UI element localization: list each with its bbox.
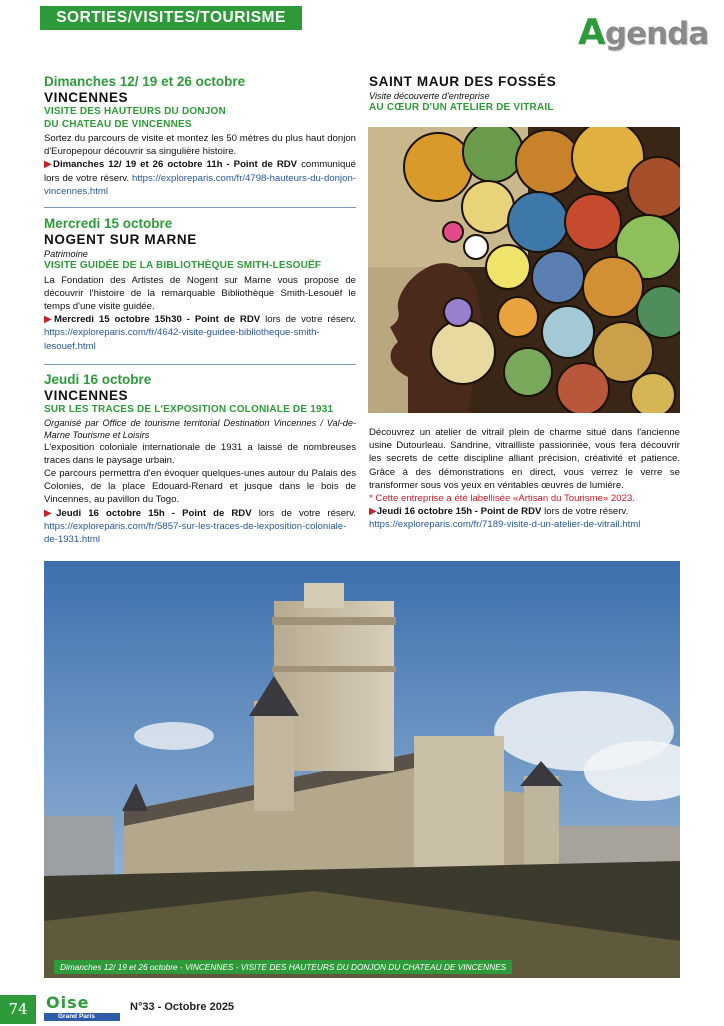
rdv-arrow-icon: ▶ xyxy=(44,159,54,171)
article-vitrail-header xyxy=(369,74,681,115)
magazine-subname: Grand Paris xyxy=(58,1013,95,1020)
article-date: Jeudi 16 octobre xyxy=(44,372,152,387)
article-tag: Patrimoine xyxy=(44,249,88,259)
article-subtitle-line-2: DU CHATEAU DE VINCENNES xyxy=(44,118,192,130)
article-tag: Visite découverte d'entreprise xyxy=(369,91,490,101)
magazine-name: Oise xyxy=(46,993,90,1012)
agenda-logo xyxy=(578,14,708,52)
article-bibliotheque xyxy=(44,216,356,353)
exploreparis-link[interactable]: https://exploreparis.com/fr/7189-visite-d-un-atelier-de-vitrail.html xyxy=(369,519,641,531)
article-subtitle: VISITE GUIDÉE DE LA BIBLIOTHÈQUE SMITH-LESOUËF xyxy=(44,260,322,271)
rdv-text: lors de votre réserv. xyxy=(260,314,356,326)
stained-glass-photo xyxy=(368,127,680,413)
article-body-1: L'exposition coloniale internationale de 1931 a laissé de nombreuses traces dans le paysage urbain. xyxy=(44,441,356,466)
article-body-2: Ce parcours permettra d'en évoquer quelques-unes autour du Palais des Colonies, de la place Edouard-Renard et jusque dans le bois de Vincennes, au pavillon du Togo. xyxy=(44,467,356,506)
rdv-text: lors de votre réserv. xyxy=(541,506,629,518)
exploreparis-link[interactable]: https://exploreparis.com/fr/4642-visite-guidee-bibliotheque-smith-lesouef.html xyxy=(44,327,320,352)
article-subtitle: SUR LES TRACES DE L'EXPOSITION COLONIALE DE 1931 xyxy=(44,404,334,415)
article-date: Mercredi 15 octobre xyxy=(44,216,173,231)
rdv-arrow-icon: ▶ xyxy=(369,506,377,518)
article-donjon xyxy=(44,74,356,198)
agenda-logo-first-letter: A xyxy=(578,12,605,53)
stained-glass-illustration xyxy=(368,127,680,413)
article-city: VINCENNES xyxy=(44,388,129,403)
article-vitrail-body xyxy=(369,426,680,532)
exploreparis-link[interactable]: https://exploreparis.com/fr/5857-sur-les-traces-de-lexposition-coloniale-de-1931.html xyxy=(44,520,347,545)
agenda-logo-rest: genda xyxy=(604,16,709,52)
article-city: NOGENT SUR MARNE xyxy=(44,232,197,247)
article-tag: Organisé par Office de tourisme territorial Destination Vincennes / Val-de-Marne Tourisme et Loisirs xyxy=(44,417,356,440)
rdv-arrow-icon: ▶ xyxy=(44,314,54,326)
article-city: VINCENNES xyxy=(44,90,129,105)
photo-caption: Dimanches 12/ 19 et 26 octobre - VINCENNES - VISITE DES HAUTEURS DU DONJON DU CHATEAU DE VINCENNES xyxy=(54,960,512,974)
rdv-text: communiqué lors de votre réserv. xyxy=(44,159,356,184)
rdv-when: Jeudi 16 octobre 15h - Point de RDV xyxy=(56,507,252,519)
rdv-when: Jeudi 16 octobre 15h - Point de RDV xyxy=(376,506,542,518)
rdv-when: Dimanches 12/ 19 et 26 octobre 11h - Point de RDV xyxy=(53,159,298,171)
divider xyxy=(44,207,356,208)
page-number: 74 xyxy=(0,995,36,1024)
article-body: Découvrez un atelier de vitrail plein de charme situé dans l'ancienne usine Dutourleau. Sandrine, vitrailliste passionnée, vous fera découvrir les secrets de cette discipline alliant précision, créativité et patience. Grâce à des démonstrations en direct, vous verrez le verre se transformer sous vos yeux en véritables œuvres de lumière. xyxy=(369,427,680,491)
issue-number: N°33 - Octobre 2025 xyxy=(130,1001,235,1013)
castle-illustration xyxy=(44,561,680,978)
article-subtitle-line-1: VISITE DES HAUTEURS DU DONJON xyxy=(44,106,226,117)
rdv-text: lors de votre réserv. xyxy=(251,507,356,519)
exploreparis-link[interactable]: https://exploreparis.com/fr/4798-hauteurs-du-donjon-vincennes.html xyxy=(44,172,356,197)
magazine-logo xyxy=(44,995,120,1021)
article-date: Dimanches 12/ 19 et 26 octobre xyxy=(44,74,246,89)
artisan-note: * Cette entreprise a été labellisée «Artisan du Tourisme» 2023. xyxy=(369,493,635,505)
rdv-arrow-icon: ▶ xyxy=(44,507,57,519)
article-subtitle: AU CŒUR D'UN ATELIER DE VITRAIL xyxy=(369,102,554,113)
rdv-when: Mercredi 15 octobre 15h30 - Point de RDV xyxy=(53,314,261,326)
article-city: SAINT MAUR DES FOSSÉS xyxy=(369,74,557,89)
article-body: La Fondation des Artistes de Nogent sur Marne vous propose de découvrir l'histoire de la remarquable Bibliothèque Smith-Lesouëf le temps d'une visite guidée. xyxy=(44,274,356,312)
castle-photo xyxy=(44,561,680,978)
section-tag: SORTIES/VISITES/TOURISME xyxy=(40,6,302,30)
divider xyxy=(44,364,356,365)
article-exposition-coloniale xyxy=(44,372,356,546)
article-body: Sortez du parcours de visite et montez les 50 mètres du plus haut donjon d'Europepour découvrir sa singulière histoire. xyxy=(44,133,356,158)
